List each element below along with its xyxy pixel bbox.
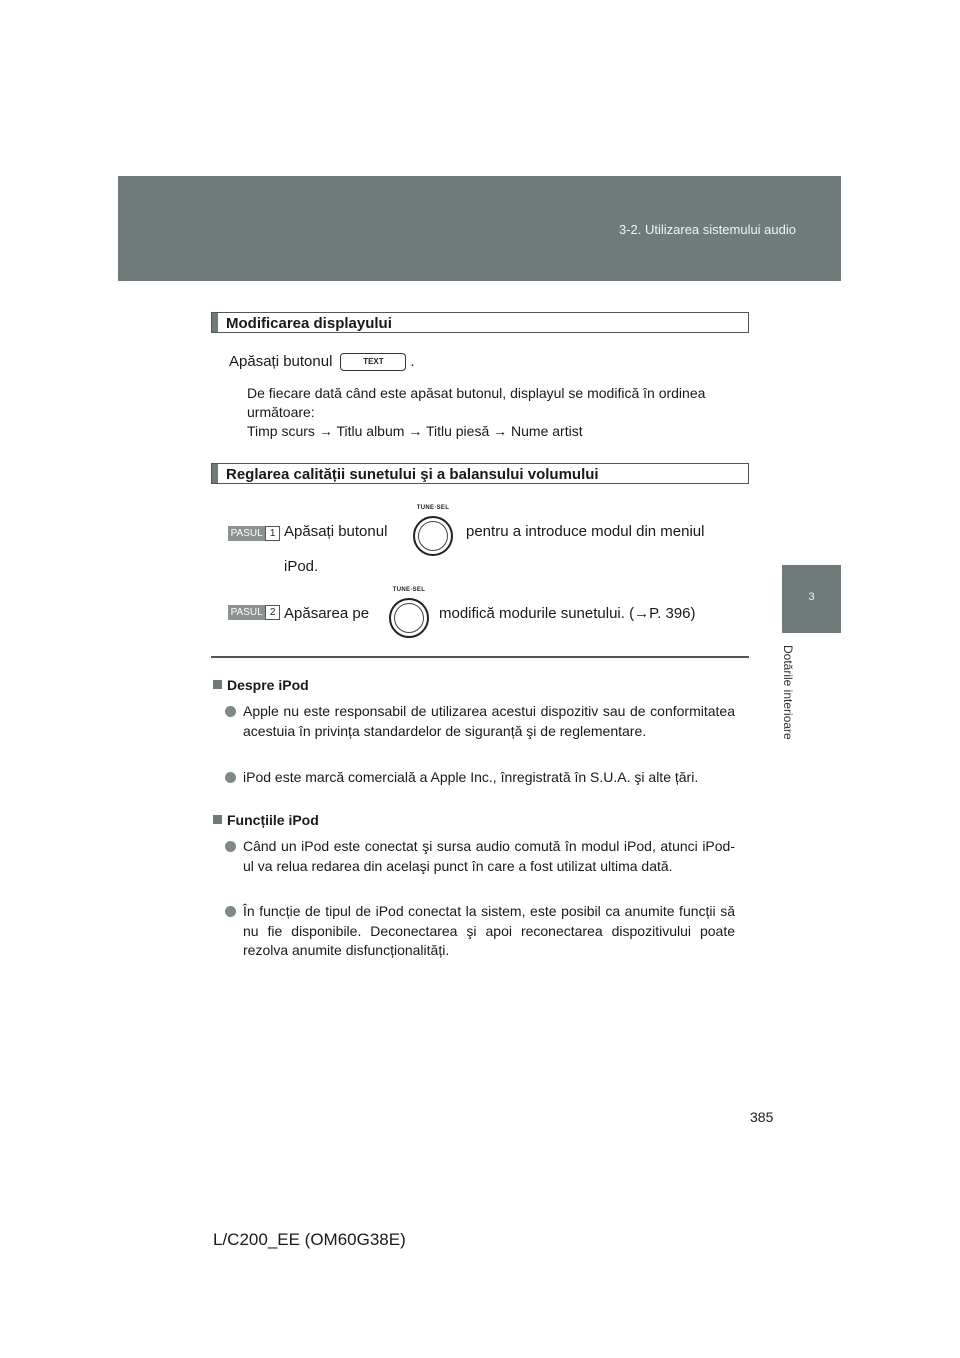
arrow-icon: → [408,423,423,439]
tune-sel-knob-icon [384,587,434,637]
sequence-item: Titlu album [336,423,405,439]
knob-label: TUNE·SEL [416,505,450,511]
step-1-badge [228,526,280,541]
sequence-item: Titlu piesă [425,423,490,439]
chapter-label-text: Dotările interioare [781,645,795,740]
note-item [225,702,735,741]
square-bullet-icon [213,815,222,824]
text-button-icon: TEXT [340,353,406,371]
heading-accent-bar [212,464,218,483]
page-number: 385 [750,1109,774,1125]
knob-label: TUNE·SEL [392,587,426,593]
section-divider [211,656,749,658]
step-badge-number: 2 [265,605,280,620]
sequence-item: Nume artist [511,423,583,439]
step-1-text-b: pentru a introduce modul din meniul [466,523,705,540]
note-heading-text: Funcțiile iPod [227,812,319,828]
step-2-text-b-main: modifică modurile sunetului. ( [439,605,635,622]
arrow-icon: → [634,605,650,622]
note-item [225,902,735,961]
note-heading-about-ipod [213,677,309,693]
section-heading-text: Modificarea displayului [226,315,392,332]
note-item-text: Când un iPod este conectat şi sursa audio comută în modul iPod, atunci iPod-ul va relua redarea din acelaşi punct în care a fost utilizat ultima dată. [243,838,735,874]
heading-accent-bar [212,313,218,332]
section-heading-text: Reglarea calității sunetului şi a balansului volumului [226,466,599,483]
chapter-label [780,645,810,765]
instruction-before: Apăsați butonul [229,353,333,370]
step-1-text-a: Apăsați butonul [284,523,388,540]
note-item-text: iPod este marcă comercială a Apple Inc., înregistrată în S.U.A. şi alte țări. [243,769,699,785]
tune-sel-knob-icon [408,505,458,555]
instruction-text [229,353,415,371]
step-badge-number: 1 [265,526,280,541]
display-order-description [247,384,705,441]
note-heading-ipod-functions [213,812,319,828]
arrow-icon: → [318,423,333,439]
step-2-badge [228,605,280,620]
chapter-number: 3 [808,591,815,603]
document-code: L/C200_EE (OM60G38E) [213,1230,406,1249]
circle-bullet-icon [225,706,236,717]
page-reference: P. 396) [649,605,696,622]
section-heading-sound [211,463,749,484]
step-2-text-b [439,605,696,622]
header-band [118,176,841,281]
display-sequence [247,422,705,441]
note-item-text: În funcție de tipul de iPod conectat la sistem, este posibil ca anumite funcții să nu fie disponibile. Deconectarea şi apoi reconectarea dispozitivului poate rezolva anumite disfuncționalități. [243,903,735,958]
step-2-text-a: Apăsarea pe [284,605,370,622]
note-item [225,837,735,876]
note-heading-text: Despre iPod [227,677,309,693]
square-bullet-icon [213,680,222,689]
section-heading-display [211,312,749,333]
step-1-text-c: iPod. [284,558,319,575]
detail-line-1: De fiecare dată când este apăsat butonul, displayul se modifică în ordinea [247,385,706,401]
section-breadcrumb: 3-2. Utilizarea sistemului audio [618,222,796,237]
detail-line-2: următoare: [247,404,315,420]
step-badge-label: PASUL [228,526,265,541]
circle-bullet-icon [225,772,236,783]
circle-bullet-icon [225,906,236,917]
instruction-after: . [410,353,415,370]
step-badge-label: PASUL [228,605,265,620]
circle-bullet-icon [225,841,236,852]
note-item-text: Apple nu este responsabil de utilizarea acestui dispozitiv sau de conformitatea acestuia în privința standardelor de siguranță şi de reglementare. [243,703,735,739]
chapter-tab [782,565,841,633]
sequence-item: Timp scurs [247,423,315,439]
arrow-icon: → [493,423,508,439]
note-item [225,768,735,788]
